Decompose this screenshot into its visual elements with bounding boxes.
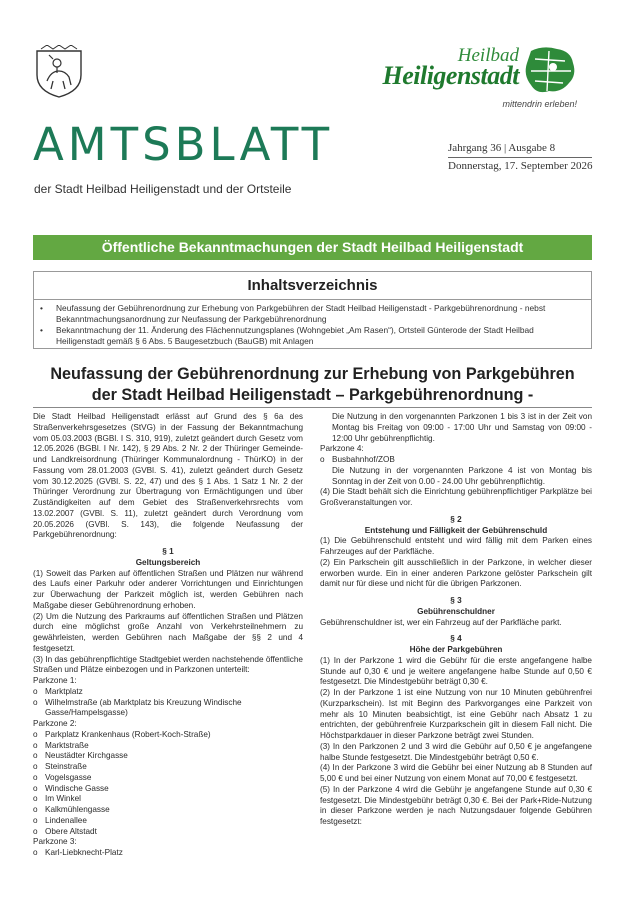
paragraph: (1) Die Gebührenschuld entsteht und wird fällig mit dem Parken eines Fahrzeuges auf der Parkfläche. — [320, 536, 592, 556]
paragraph: (2) Ein Parkschein gilt ausschließlich in der Parkzone, in welcher dieser erworben wurde. Ein in einer anderen Parkzone gelöster Parkschein gilt damit nur für diese und nicht für die übrigen Parkzonen. — [320, 557, 592, 589]
title-divider — [33, 407, 592, 408]
zone-list — [33, 730, 303, 838]
paragraph: (4) Die Stadt behält sich die Einrichtung gebührenpflichtiger Parkplätze bei Großveranstaltungen vor. — [320, 487, 592, 507]
issue-date: Donnerstag, 17. September 2026 — [448, 160, 593, 172]
toc-item[interactable]: • Bekanntmachung der 11. Änderung des Flächennutzungsplanes (Wohngebiet „Am Rasen“), Ortsteil Günterode der Stadt Heilbad Heiligenstadt gemäß § 6 Abs. 5 Baugesetzbuch (BauGB) mit Anlagen — [40, 325, 583, 346]
section-number: § 2 — [450, 514, 462, 524]
issue-info — [448, 140, 593, 175]
zone-label: Parkzone 4: — [320, 444, 364, 454]
article-title-line: der Stadt Heilbad Heiligenstadt – Parkgebührenordnung - — [91, 386, 534, 404]
paragraph: Die Nutzung in der vorgenannten Parkzone 4 ist von Montag bis Sonntag in der Zeit von 0.00 - 24.00 Uhr gebührenpflichtig. — [332, 465, 592, 486]
toc-item[interactable]: • Neufassung der Gebührenordnung zur Erhebung von Parkgebühren der Stadt Heilbad Heiligenstadt - Parkgebührenordnung - nebst Bekanntmachungsanordnung zur Neufassung der Parkgebührenordnung — [40, 303, 583, 324]
zone-label: Parkzone 3: — [33, 837, 77, 847]
coat-of-arms-icon — [33, 45, 85, 99]
zone-list — [33, 687, 303, 719]
section-title: Gebührenschuldner — [417, 606, 495, 616]
list-item: o Marktplatz — [33, 687, 303, 698]
masthead-title: AMTSBLATT — [33, 118, 334, 171]
paragraph: (3) In den Parkzonen 2 und 3 wird die Gebühr auf 0,50 € je angefangene halbe Stunde festgesetzt. Die Mindestgebühr beträgt 0,50 €. — [320, 741, 592, 762]
list-item: o Karl-Liebknecht-Platz — [33, 848, 303, 859]
paragraph: (4) In der Parkzone 3 wird die Gebühr bei einer Nutzung ab 8 Stunden auf 5,00 € und bei einer Nutzung von einem Monat auf 70,00 € festgesetzt. — [320, 763, 592, 783]
list-item: o Kalkmühlengasse — [33, 805, 303, 816]
list-item: o Neustädter Kirchgasse — [33, 751, 303, 762]
map-logo-icon — [521, 45, 577, 97]
list-item: o Windische Gasse — [33, 784, 303, 795]
list-item: o Marktstraße — [33, 741, 303, 752]
paragraph: (2) In der Parkzone 1 ist eine Nutzung von nur 10 Minuten gebührenfrei (Kurzparkschein). Ist mit Beginn des Parkvorganges eine Parkzeit von mehr als 10 Minuten beabsichtigt, ist eine Gebühr nach Absatz 1 zu entrichten, der gebührenfreie Kurzparkschein gilt in diesem Fall nicht. Die Höchstparkdauer in dieser Parkzone beträgt zwei Stunden. — [320, 688, 592, 740]
toc-list — [40, 303, 583, 347]
list-item: o Vogelsgasse — [33, 773, 303, 784]
tagline: mittendrin erleben! — [502, 99, 577, 109]
intro-paragraph: Die Stadt Heilbad Heiligenstadt erlässt auf Grund des § 6a des Straßenverkehrsgesetzes (StVG) in der Fassung der Bekanntmachung vom 05.03.2003 (BGBl. I S. 310, 919), zuletzt geändert durch Gesetz vom 12.05.2026 (BGBl. I Nr. 142), § 29 Abs. 2 Nr. 2 der Thüringer Gemeinde- und Landkreisordnung (Thüringer Kommunalordnung - ThürKO) in der Fassung vom 28.01.2003 (GVBl. S. 41), zuletzt geändert durch Gesetz vom 30.12.2025 (GVBl. S. 22, 47) und des § 1 Abs. 1 Satz 1 Nr. 2 der Thüringer Verordnung zur Übertragung von Ermächtigungen und über Zuständigkeiten auf dem Gebiet des Straßenverkehrsrechts vom 13.02.2007 (GVBl. S. 11), zuletzt geändert durch Verordnung vom 20.05.2026 (GVBl. S. 143), die folgende Neufassung der Parkgebührenordnung: — [33, 412, 303, 540]
list-item: o Steinstraße — [33, 762, 303, 773]
zone-list — [33, 848, 303, 859]
paragraph: (5) In der Parkzone 4 wird die Gebühr je angefangene Stunde auf 0,30 € festgesetzt. Die Mindestgebühr beträgt 0,30 €. Bei der Park+Ride-Nutzung in dieser Parkzone werden je nach Nutzungsdauer folgende Gebühren festgesetzt: — [320, 784, 592, 826]
paragraph: (1) In der Parkzone 1 wird die Gebühr für die erste angefangene halbe Stunde auf 0,30 € und je weitere angefangene halbe Stunde auf 0,50 € festgesetzt. Die Mindestgebühr beträgt 0,30 €. — [320, 655, 592, 687]
article-column-left — [33, 412, 303, 859]
table-of-contents — [33, 271, 592, 349]
article-column-right — [320, 412, 592, 828]
paragraph: (1) Soweit das Parken auf öffentlichen Straßen und Plätzen nur während des Laufs einer Parkuhr oder anderer Vorrichtungen und Einrichtungen zur Überwachung der Parkzeit möglich ist, werden Gebühren nach Maßgabe dieser Gebührenordnung erhoben. — [33, 568, 303, 610]
list-item: o Busbahnhof/ZOB — [320, 455, 592, 466]
list-item: o Im Winkel — [33, 794, 303, 805]
brand-top-text: Heilbad — [457, 45, 519, 66]
section-title: Entstehung und Fälligkeit der Gebührenschuld — [364, 525, 548, 535]
list-item: o Lindenallee — [33, 816, 303, 827]
section-number: § 4 — [450, 634, 462, 644]
section-title: Höhe der Parkgebühren — [409, 645, 503, 654]
list-item: o Parkplatz Krankenhaus (Robert-Koch-Straße) — [33, 730, 303, 741]
toc-divider — [34, 299, 591, 300]
masthead-subtitle: der Stadt Heilbad Heiligenstadt und der Ortsteile — [34, 182, 292, 196]
list-item: o Wilhelmstraße (ab Marktplatz bis Kreuzung Windische Gasse/Hampelsgasse) — [33, 698, 303, 720]
zone-label: Parkzone 2: — [33, 719, 77, 728]
paragraph: (2) Um die Nutzung des Parkraums auf öffentlichen Straßen und Plätzen durch eine möglichst große Anzahl von Verkehrsteilnehmern zu gewährleisten, werden Gebühren nach Maßgabe der §§ 2 und 4 festgesetzt. — [33, 611, 303, 653]
section-number: § 1 — [162, 547, 174, 556]
paragraph: Die Nutzung in den vorgenannten Parkzonen 1 bis 3 ist in der Zeit von Montag bis Freitag von 09:00 - 17:00 Uhr und Samstag von 09:00 - 12:00 Uhr gebührenpflichtig. — [332, 412, 592, 443]
article-title-line: Neufassung der Gebührenordnung zur Erhebung von Parkgebühren — [50, 365, 575, 383]
zone-list — [320, 455, 592, 466]
paragraph: Gebührenschuldner ist, wer ein Fahrzeug auf der Parkfläche parkt. — [320, 617, 562, 627]
zone-label: Parkzone 1: — [33, 676, 77, 685]
list-item: o Obere Altstadt — [33, 827, 303, 838]
issue-number: Jahrgang 36 | Ausgabe 8 — [448, 142, 556, 154]
brand-main-text: Heiligenstadt — [382, 61, 519, 90]
toc-title: Inhaltsverzeichnis — [247, 277, 378, 294]
section-number: § 3 — [450, 596, 462, 605]
paragraph: (3) In das gebührenpflichtige Stadtgebiet werden nachstehende öffentliche Straßen und Plätze einbezogen und in Parkzonen unterteilt: — [33, 654, 303, 675]
article-title — [33, 364, 592, 406]
section-banner: Öffentliche Bekanntmachungen der Stadt Heilbad Heiligenstadt — [33, 235, 592, 260]
section-title: Geltungsbereich — [135, 557, 201, 567]
